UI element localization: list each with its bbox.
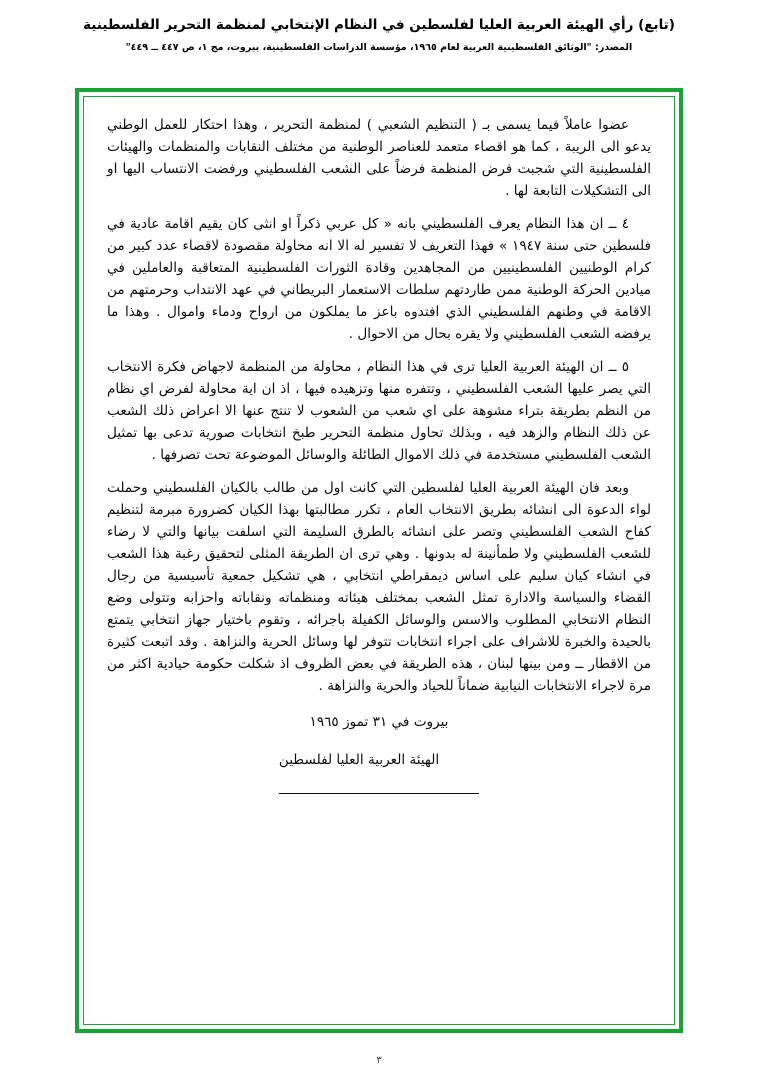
page-title: (تابع) رأي الهيئة العربية العليا لفلسطين في النظام الإنتخابي لمنظمة التحرير الفلسطينية <box>83 17 675 33</box>
page-number: ٣ <box>376 1055 382 1066</box>
divider-rule <box>279 793 479 794</box>
document-body <box>107 114 651 794</box>
document-frame <box>75 88 683 1033</box>
paragraph-item-5: ٥ ــ ان الهيئة العربية العليا ترى في هذا النظام ، محاولة من المنظمة لاجهاض فكرة الانتخاب التي يصر عليها الشعب الفلسطيني ، وتتفره منها وتزهيده فيها ، اذ ان اية محاولة لفرض اي نظام من النظم بطريقة بتراء مشوهة على اي شعب من الشعوب لا تنتج عنها الا اعراض ذلك الشعب عن ذلك النظام والزهد فيه ، وبذلك تحاول منظمة التحرير طبخ انتخابات صورية تدعى بها تمثيل الشعب الفلسطيني مستخدمة في ذلك الاموال الطائلة والوسائل الموضوعة تحت تصرفها . <box>107 359 651 464</box>
paragraph-item-4: ٤ ــ ان هذا النظام يعرف الفلسطيني بانه « كل عربي ذكراً او انثى كان يقيم اقامة عادية في فلسطين حتى سنة ١٩٤٧ » فهذا التعريف لا تفسير له الا انه محاولة مقصودة لاقصاء عدد كبير من كرام الوطنيين الفلسطينيين من المجاهدين وقادة الثورات الفلسطينية المتعاقبة والعاملين في ميادين الحركة الوطنية ممن طاردتهم سلطات الاستعمار البريطاني في عهد الانتداب وحرمتهم من الاقامة في وطنهم الفلسطيني الذي افتدوه باعز ما يملكون من ارواح ودماء واموال . وهذا ما يرفضه الشعب الفلسطيني ولا يقره بحال من الاحوال . <box>107 216 651 343</box>
page-header <box>0 0 758 53</box>
source-citation: المصدر: "الوثائق الفلسطينية العربية لعام ١٩٦٥، مؤسسة الدراسات الفلسطينية، بيروت، مج ١، ص ٤٤٧ ــ ٤٤٩" <box>125 41 633 53</box>
paragraph-closing: وبعد فان الهيئة العربية العليا لفلسطين التي كانت اول من طالب بالكيان الفلسطيني وحملت لواء الدعوة الى انشائه بطريق الانتخاب العام ، تكرر مطالبتها بهذا الكيان كضرورة مبرمة لتنظيم كفاح الشعب الفلسطيني وتصر على انشائه بالطرق السليمة التي اسلفت بيانها والتي لا رضاء للشعب الفلسطيني ولا طمأنينة له بدونها . وهي ترى ان الطريقة المثلى لتحقيق رغبة هذا الشعب في انشاء كيان سليم على اساس ديمقراطي انتخابي ، هي تشكيل جمعية تأسيسية من رجال القضاء والسياسة والادارة تمثل الشعب بمختلف هيئاته ومنظماته ونقاباته واحزابه وتتولى وضع النظام الانتخابي المطلوب والاسس والوسائل الكفيلة باجرائه ، وتقوم باختيار جهاز انتخابي يتمتع بالحيدة والخبرة للاشراف على اجراء انتخابات تتوفر لها وسائل الحرية والنزاهة . وقد اتبعت كثيرة من الاقطار ــ ومن بينها لبنان ، هذه الطريقة في بعض الظروف اذ شكلت حكومة حيادية اكثر من مرة لاجراء الانتخابات النيابية ضماناً للحياد والحرية والنزاهة . <box>107 480 651 695</box>
signature-line: الهيئة العربية العليا لفلسطين <box>278 752 440 769</box>
date-line: بيروت في ٣١ تموز ١٩٦٥ <box>309 714 449 731</box>
paragraph-continuation: عضوا عاملاً فيما يسمى بـ ( التنظيم الشعبي ) لمنظمة التحرير ، وهذا احتكار للعمل الوطني يدعو الى الريبة ، كما هو اقصاء متعمد للعناصر الوطنية من مختلف النقابات والمنظمات والهيئات الفلسطينية التي شجبت فرض المنظمة فرضاً على الشعب الفلسطيني ورفضت الانتساب اليها او الى التشكيلات التابعة لها . <box>107 117 651 200</box>
